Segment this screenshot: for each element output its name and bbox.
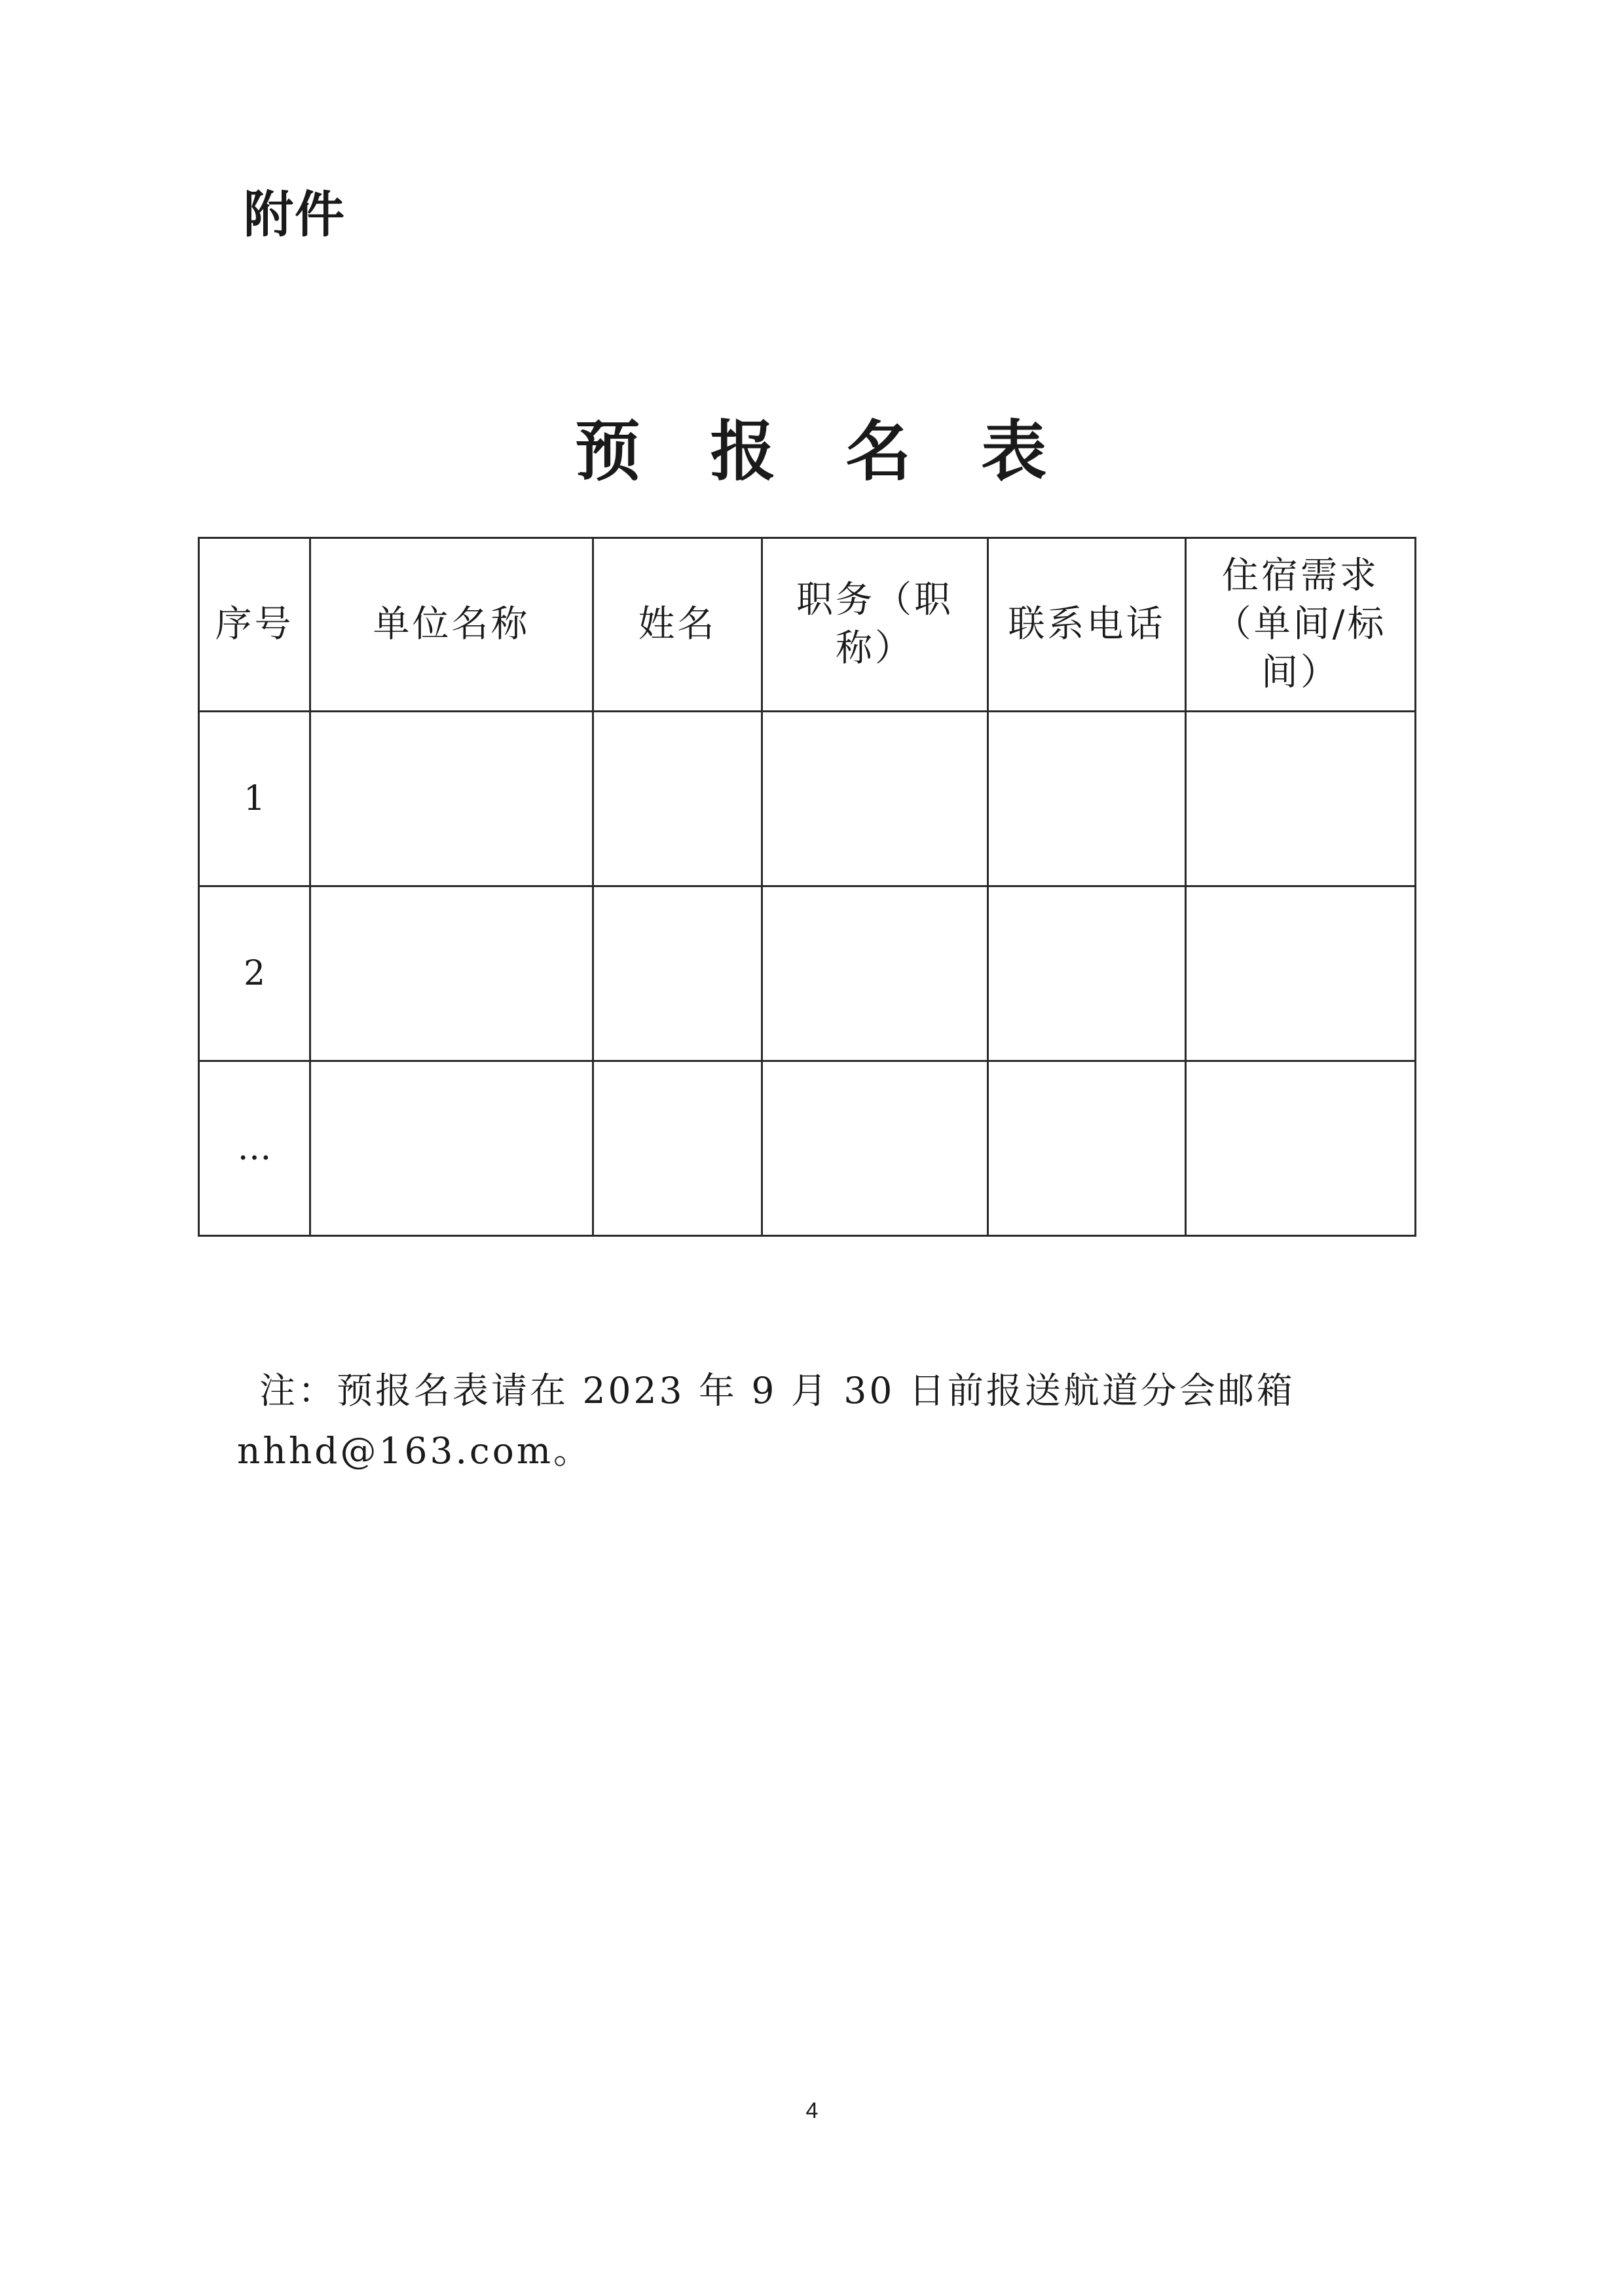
form-title: 预 报 名 表: [574, 413, 1071, 490]
org-name-cell: [310, 1061, 593, 1236]
name-cell: [593, 1061, 762, 1236]
row-seq-cell: 2: [199, 886, 310, 1061]
accommodation-cell: [1186, 886, 1416, 1061]
table-row: [199, 886, 1416, 1061]
name-cell: [593, 886, 762, 1061]
note-line-1: 注：预报名表请在 2023 年 9 月 30 日前报送航道分会邮箱: [259, 1370, 1295, 1412]
registration-table: [198, 537, 1416, 1237]
position-cell: [762, 1061, 988, 1236]
submission-note: [237, 1360, 1390, 1481]
header-phone: 联系电话: [988, 538, 1186, 712]
row-seq-cell: 1: [199, 712, 310, 886]
accommodation-cell: [1186, 1061, 1416, 1236]
phone-cell: [988, 886, 1186, 1061]
org-name-cell: [310, 886, 593, 1061]
attachment-label: 附件: [244, 185, 346, 244]
table-row: [199, 712, 1416, 886]
header-accommodation: 住宿需求（单间/标间）: [1186, 538, 1416, 712]
row-seq-cell: …: [199, 1061, 310, 1236]
table-header-row: [199, 538, 1416, 712]
page-number: 4: [805, 2098, 819, 2123]
header-org-name: 单位名称: [310, 538, 593, 712]
name-cell: [593, 712, 762, 886]
table-row: [199, 1061, 1416, 1236]
accommodation-cell: [1186, 712, 1416, 886]
position-cell: [762, 886, 988, 1061]
header-position: 职务（职称）: [762, 538, 988, 712]
header-name: 姓名: [593, 538, 762, 712]
header-seq: 序号: [199, 538, 310, 712]
phone-cell: [988, 1061, 1186, 1236]
note-line-2: nhhd@163.com。: [237, 1430, 593, 1472]
org-name-cell: [310, 712, 593, 886]
phone-cell: [988, 712, 1186, 886]
position-cell: [762, 712, 988, 886]
